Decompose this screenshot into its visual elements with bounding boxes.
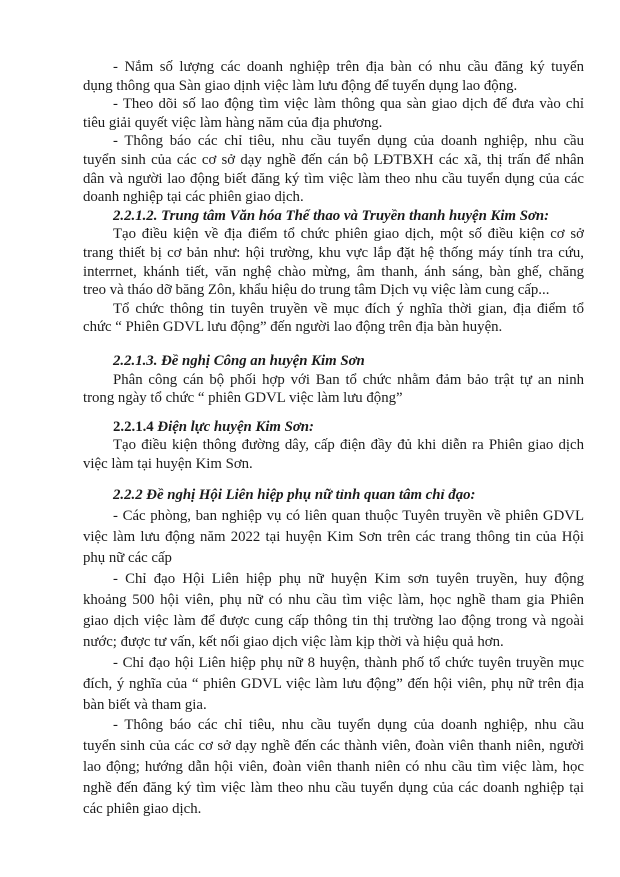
document-section-2 — [83, 485, 584, 820]
text-line: đích, ý nghĩa của “ phiên GDVL việc làm lưu động” đến hội viên, phụ nữ trên địa — [83, 675, 584, 692]
paragraph — [83, 506, 584, 569]
paragraph — [83, 225, 584, 299]
text-line: - Chỉ đạo Hội Liên hiệp phụ nữ huyện Kim sơn tuyên truyền, huy động — [113, 571, 584, 588]
text-line: Tạo điều kiện thông đường dây, cấp điện đầy đủ khi diễn ra Phiên giao dịch — [113, 437, 584, 454]
text-line: giao dịch việc làm để được cung cấp thông tin thị trường lao động trong và ngoài — [83, 612, 584, 629]
paragraph — [83, 132, 584, 206]
paragraph — [83, 653, 584, 716]
text-line: - Thông báo các chỉ tiêu, nhu cầu tuyển dụng của doanh nghiệp, nhu cầu — [113, 133, 584, 150]
heading-2214 — [83, 418, 584, 437]
paragraph — [83, 371, 584, 408]
paragraph — [83, 569, 584, 653]
heading-2212 — [83, 207, 584, 226]
text-line: Phân công cán bộ phối hợp với Ban tổ chức nhằm đảm bảo trật tự an ninh — [113, 371, 584, 388]
paragraph — [83, 436, 584, 473]
text-line: Tổ chức thông tin tuyên truyền về mục đích ý nghĩa thời gian, địa điểm tổ — [113, 300, 584, 317]
text-line: dụng thông qua Sàn giao dịnh việc làm lưu động để tuyển dụng lao động. — [83, 77, 518, 94]
paragraph — [83, 58, 584, 95]
text-line: nước; được tư vấn, kết nối giao dịch việc làm kịp thời và hiệu quả hơn. — [83, 633, 504, 650]
text-line: - Thông báo các chỉ tiêu, nhu cầu tuyển dụng của doanh nghiệp, nhu cầu — [113, 717, 584, 734]
text-line: việc làm lưu động năm 2022 tại huyện Kim Sơn trên các trang thông tin của Hội — [83, 529, 584, 546]
text-line: tuyển sinh của các cơ sở dạy nghề đến các thành viên, đoàn viên thanh niên, người — [83, 738, 584, 755]
heading-number: 2.2.1.4 — [113, 418, 158, 435]
text-line: tuyển sinh của các cơ sở dạy nghề đến cán bộ LĐTBXH các xã, thị trấn để nhân — [83, 151, 584, 168]
text-line: trong ngày tổ chức “ phiên GDVL việc làm lưu động” — [83, 390, 403, 407]
heading-2213 — [83, 352, 584, 371]
text-line: dân và người lao động biết đăng ký tìm việc làm theo nhu cầu tuyển dụng của các — [83, 170, 584, 187]
heading-text: 2.2.1.2. Trung tâm Văn hóa Thể thao và Truyền thanh huyện Kim Sơn: — [113, 207, 550, 224]
text-line: - Các phòng, ban nghiệp vụ có liên quan thuộc Tuyên truyền về phiên GDVL — [113, 508, 584, 525]
paragraph — [83, 300, 584, 337]
text-line: interrnet, khánh tiết, văn nghệ chào mừng, âm thanh, ánh sáng, bàn ghế, chăng — [83, 263, 584, 280]
text-line: bàn biết và tham gia. — [83, 696, 207, 713]
text-line: các phiên giao dịch. — [83, 801, 202, 818]
text-line: nghề đến đăng ký tìm việc làm theo nhu cầu tuyển dụng của các doanh nghiệp tại — [83, 780, 584, 797]
heading-text: 2.2.1.3. Đề nghị Công an huyện Kim Sơn — [113, 352, 365, 369]
document-section-1 — [83, 58, 584, 473]
heading-222 — [83, 485, 584, 506]
text-line: - Nắm số lượng các doanh nghiệp trên địa bàn có nhu cầu đăng ký tuyển — [113, 59, 584, 75]
text-line: tiêu giải quyết việc làm hàng năm của địa phương. — [83, 114, 383, 131]
text-line: lao động; hướng dẫn hội viên, đoàn viên thanh niên có nhu cầu tìm việc làm, học — [83, 759, 584, 776]
paragraph — [83, 715, 584, 820]
text-line: - Theo dõi số lao động tìm việc làm thông qua sàn giao dịch để đưa vào chỉ — [113, 96, 584, 113]
text-line: trang thiết bị cơ bản như: hội trường, khu vực lắp đặt hệ thống máy tính tra cứu, — [83, 244, 584, 261]
paragraph — [83, 95, 584, 132]
text-line: Tạo điều kiện về địa điểm tổ chức phiên giao dịch, một số điều kiện cơ sở — [113, 226, 584, 243]
text-line: phụ nữ các cấp — [83, 550, 172, 567]
text-line: việc làm tại huyện Kim Sơn. — [83, 455, 253, 472]
heading-text: 2.2.2 Đề nghị Hội Liên hiệp phụ nữ tỉnh quan tâm chỉ đạo: — [113, 487, 476, 504]
text-line: treo và tháo dỡ băng Zôn, khẩu hiệu do trung tâm Dịch vụ việc làm cung cấp... — [83, 282, 550, 299]
text-line: khoảng 500 hội viên, phụ nữ có nhu cầu tìm việc làm, học nghề tham gia Phiên — [83, 592, 584, 608]
text-line: - Chỉ đạo hội Liên hiệp phụ nữ 8 huyện, thành phố tổ chức tuyên truyền mục — [113, 654, 584, 671]
heading-text: Điện lực huyện Kim Sơn: — [157, 418, 314, 435]
text-line: doanh nghiệp tại các phiên giao dịch. — [83, 189, 304, 206]
text-line: chức “ Phiên GDVL lưu động” đến người lao động trên địa bàn huyện. — [83, 319, 503, 336]
